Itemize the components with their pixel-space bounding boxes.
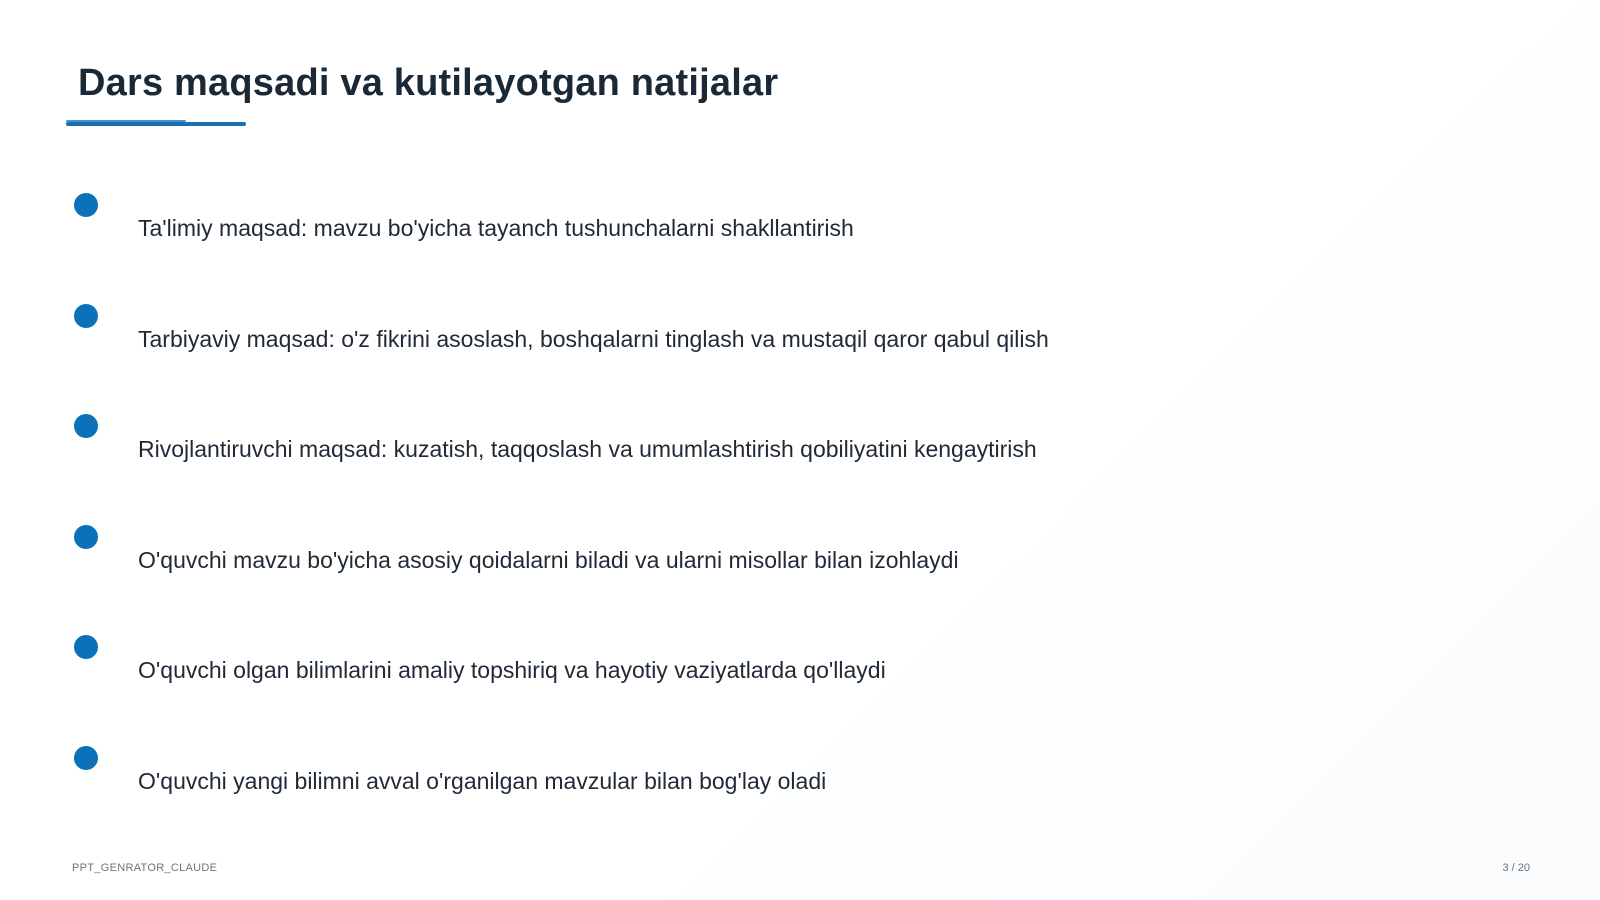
slide-title: Dars maqsadi va kutilayotgan natijalar [78, 62, 779, 104]
title-underline [66, 122, 246, 126]
list-item [72, 414, 1372, 494]
bullet-dot-icon [74, 414, 98, 438]
bullet-text: O'quvchi mavzu bo'yicha asosiy qoidalarni biladi va ularni misollar bilan izohlaydi [138, 547, 959, 573]
footer-brand: PPT_GENRATOR_CLAUDE [72, 862, 218, 874]
list-item [72, 746, 1372, 826]
bullet-dot-icon [74, 635, 98, 659]
bullet-dot-icon [74, 525, 98, 549]
bullet-text: O'quvchi yangi bilimni avval o'rganilgan mavzular bilan bog'lay oladi [138, 768, 827, 794]
bullet-text: Tarbiyaviy maqsad: o'z fikrini asoslash, boshqalarni tinglash va mustaqil qaror qabul qilish [138, 326, 1049, 352]
list-item [72, 635, 1372, 715]
bullet-dot-icon [74, 193, 98, 217]
list-item [72, 193, 1372, 273]
list-item [72, 525, 1372, 605]
bullet-text: O'quvchi olgan bilimlarini amaliy topshiriq va hayotiy vaziyatlarda qo'llaydi [138, 657, 886, 683]
bullet-text: Rivojlantiruvchi maqsad: kuzatish, taqqoslash va umumlashtirish qobiliyatini kengaytirish [138, 436, 1037, 462]
bullet-dot-icon [74, 746, 98, 770]
list-item [72, 304, 1372, 384]
bullet-dot-icon [74, 304, 98, 328]
bullet-text: Ta'limiy maqsad: mavzu bo'yicha tayanch tushunchalarni shakllantirish [138, 215, 854, 241]
title-underline-accent [66, 120, 186, 122]
page-indicator: 3 / 20 [1502, 862, 1530, 874]
